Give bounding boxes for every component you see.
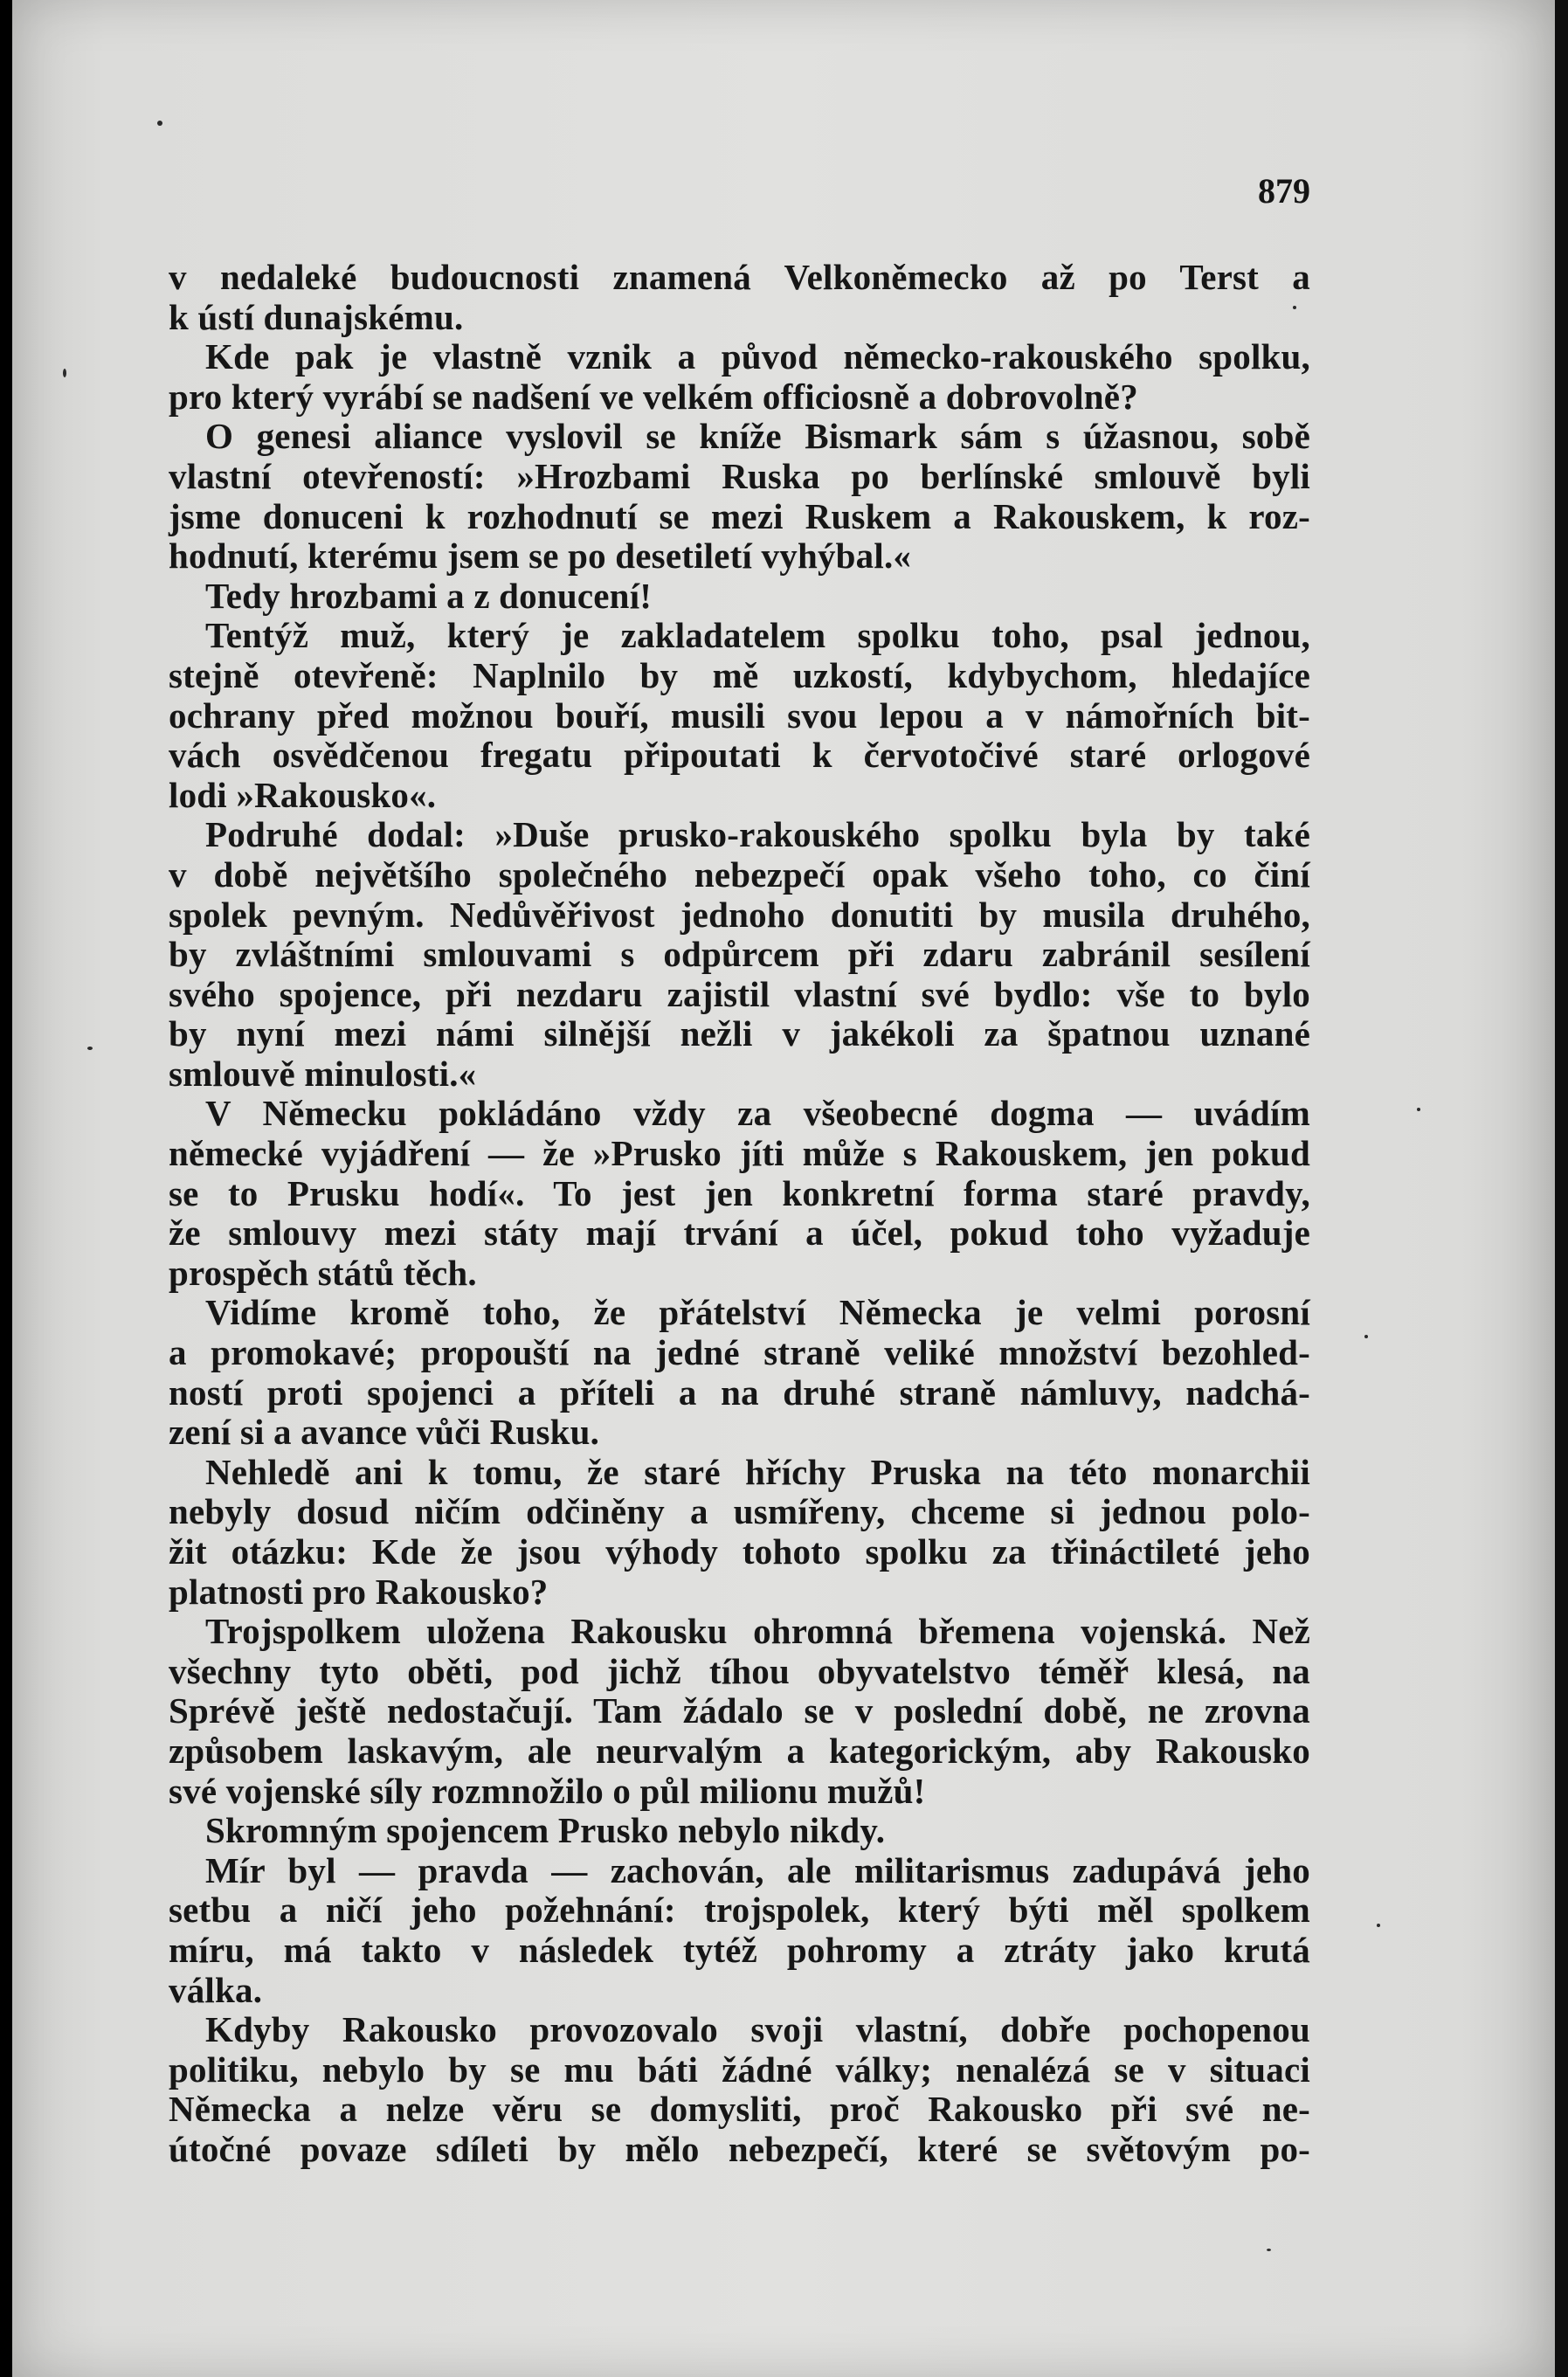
text-line: platnosti pro Rakousko? <box>169 1571 549 1612</box>
text-line: Tedy hrozbami a z donucení! <box>205 575 653 616</box>
text-line: v nedaleké budoucnosti znamená Velkoněmecko až po Terst a <box>169 257 1310 297</box>
text-line: Tentýž muž, který je zakladatelem spolku toho, psal jednou, <box>205 615 1310 656</box>
text-line: jsme donuceni k rozhodnutí se mezi Ruskem a Rakouskem, k roz- <box>169 495 1310 536</box>
text-line: svého spojence, při nezdaru zajistil vlastní své bydlo: vše to bylo <box>169 973 1310 1014</box>
text-line: V Německu pokládáno vždy za všeobecné dogma — uvádím <box>205 1093 1310 1134</box>
text-line: lodi »Rakousko«. <box>169 774 437 815</box>
scan-speck <box>1267 2249 1271 2251</box>
scan-speck <box>1377 1924 1380 1927</box>
text-line: spolek pevným. Nedůvěřivost jednoho donutiti by musila druhého, <box>169 894 1310 935</box>
text-line: Sprévě ještě nedostačují. Tam žádalo se v poslední době, ne zrovna <box>169 1690 1310 1731</box>
text-line: smlouvě minulosti.« <box>169 1053 477 1094</box>
text-line: nebyly dosud ničím odčiněny a usmířeny, chceme si jednou polo- <box>169 1491 1310 1532</box>
text-line: německé vyjádření — že »Prusko jíti může s Rakouskem, jen pokud <box>169 1133 1310 1174</box>
text-line: O genesi aliance vyslovil se kníže Bismark sám s úžasnou, sobě <box>205 416 1310 457</box>
text-line: ností proti spojenci a příteli a na druhé straně námluvy, nadchá- <box>169 1372 1310 1413</box>
text-line: způsobem laskavým, ale neurvalým a kategorickým, aby Rakousko <box>169 1730 1310 1771</box>
text-line: Trojspolkem uložena Rakousku ohromná břemena vojenská. Než <box>205 1611 1310 1652</box>
text-line: žit otázku: Kde že jsou výhody tohoto spolku za třináctileté jeho <box>169 1531 1310 1572</box>
text-line: své vojenské síly rozmnožilo o půl milionu mužů! <box>169 1770 926 1811</box>
text-line: Vidíme kromě toho, že přátelství Německa je velmi porosní <box>205 1292 1310 1333</box>
text-line: hodnutí, kterému jsem se po desetiletí vyhýbal.« <box>169 536 912 577</box>
text-line: vlastní otevřeností: »Hrozbami Ruska po berlínské smlouvě byli <box>169 455 1310 496</box>
text-line: míru, má takto v následek tytéž pohromy a ztráty jako krutá <box>169 1929 1310 1970</box>
text-line: setbu a ničí jeho požehnání: trojspolek, který býti měl spolkem <box>169 1890 1310 1931</box>
text-line: vách osvědčenou fregatu připoutati k červotočivé staré orlogové <box>169 735 1310 776</box>
text-line: pro který vyrábí se nadšení ve velkém officiosně a dobrovolně? <box>169 376 1138 417</box>
text-line: zení si a avance vůči Rusku. <box>169 1412 600 1453</box>
scan-speck <box>63 369 66 377</box>
text-line: všechny tyto oběti, pod jichž tíhou obyvatelstvo téměř klesá, na <box>169 1650 1310 1691</box>
scan-speck <box>157 121 162 126</box>
text-line: by zvláštními smlouvami s odpůrcem při zdaru zabránil sesílení <box>169 934 1310 975</box>
text-line: Mír byl — pravda — zachován, ale militarismus zadupává jeho <box>205 1849 1310 1890</box>
body-text <box>169 258 1310 2170</box>
text-line: stejně otevřeně: Naplnilo by mě uzkostí, kdybychom, hledajíce <box>169 654 1310 695</box>
text-line: Kdyby Rakousko provozovalo svoji vlastní, dobře pochopenou <box>205 2009 1310 2050</box>
text-line: že smlouvy mezi státy mají trvání a účel, pokud toho vyžaduje <box>169 1213 1310 1254</box>
text-line: k ústí dunajskému. <box>169 296 464 337</box>
text-line: Nehledě ani k tomu, že staré hříchy Pruska na této monarchii <box>205 1451 1310 1492</box>
scan-speck <box>1417 1108 1420 1111</box>
text-line: útočné povaze sdíleti by mělo nebezpečí, které se světovým po- <box>169 2128 1310 2169</box>
text-line: Skromným spojencem Prusko nebylo nikdy. <box>205 1810 886 1851</box>
scan-speck <box>1364 1335 1368 1338</box>
text-line: se to Prusku hodí«. To jest jen konkretní forma staré pravdy, <box>169 1172 1310 1213</box>
text-line: Německa a nelze věru se domysliti, proč Rakousko při své ne- <box>169 2089 1310 2130</box>
text-line: ochrany před možnou bouří, musili svou lepou a v námořních bit- <box>169 694 1310 736</box>
scan-speck <box>87 1047 93 1050</box>
text-line: v době největšího společného nebezpečí opak všeho toho, co činí <box>169 853 1310 895</box>
text-line: by nyní mezi námi silnější nežli v jakékoli za špatnou uznané <box>169 1013 1310 1054</box>
text-line: Podruhé dodal: »Duše prusko-rakouského spolku byla by také <box>205 814 1310 855</box>
text-line: válka. <box>169 1969 263 2010</box>
text-line: a promokavé; propouští na jedné straně veliké množství bezohled- <box>169 1332 1310 1373</box>
page-number: 879 <box>1258 171 1310 211</box>
text-line: prospěch států těch. <box>169 1252 477 1293</box>
text-line: Kde pak je vlastně vznik a původ německo-rakouského spolku, <box>205 336 1310 377</box>
text-line: politiku, nebylo by se mu báti žádné války; nenalézá se v situaci <box>169 2049 1310 2090</box>
